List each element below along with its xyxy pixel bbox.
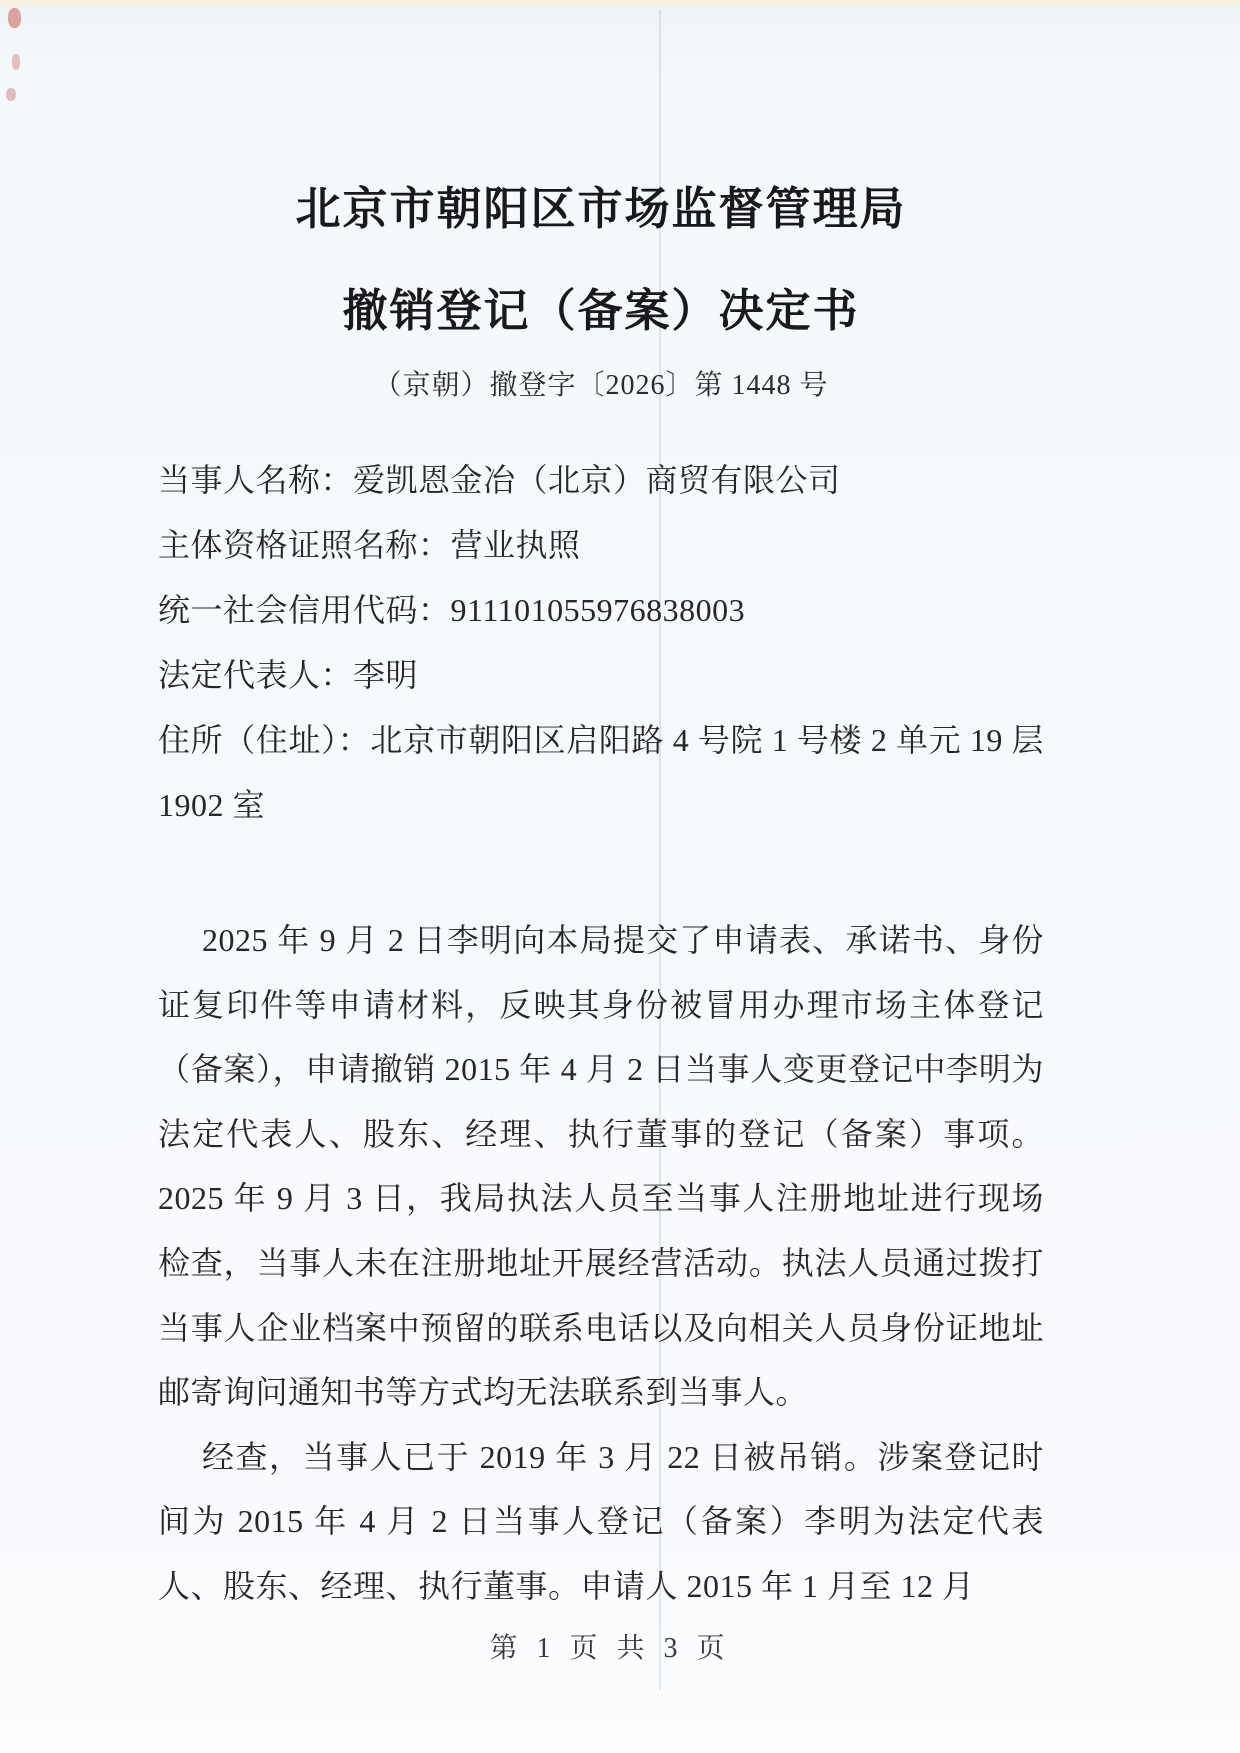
party-info-block bbox=[158, 448, 1044, 838]
field-license-type: 主体资格证照名称：营业执照 bbox=[158, 527, 581, 563]
body-text-block bbox=[158, 908, 1044, 1619]
issuing-authority-title: 北京市朝阳区市场监督管理局 bbox=[295, 184, 907, 234]
scan-artifact bbox=[8, 8, 21, 28]
field-legal-representative: 法定代表人：李明 bbox=[158, 657, 419, 693]
field-party-name: 当事人名称：爱凯恩金冶（北京）商贸有限公司 bbox=[158, 462, 841, 498]
document-type-title: 撤销登记（备案）决定书 bbox=[342, 286, 860, 336]
scan-edge-strip bbox=[0, 0, 1240, 6]
scan-artifact bbox=[12, 54, 20, 70]
scan-artifact bbox=[6, 88, 16, 101]
field-credit-code: 统一社会信用代码：911101055976838003 bbox=[158, 592, 746, 628]
body-paragraph-1: 2025 年 9 月 2 日李明向本局提交了申请表、承诺书、身份证复印件等申请材料，反映其身份被冒用办理市场主体登记（备案），申请撤销 2015 年 4 月 2 日当事人变更登记中李明为法定代表人、股东、经理、执行董事的登记（备案）事项。2025 年 9 月 3 日，我局执法人员至当事人注册地址进行现场检查，当事人未在注册地址开展经营活动。执法人员通过拨打当事人企业档案中预留的联系电话以及向相关人员身份证地址邮寄询问通知书等方式均无法联系到当事人。 bbox=[158, 922, 1044, 1411]
document-number: （京朝）撤登字〔2026〕第 1448 号 bbox=[373, 370, 829, 401]
body-paragraph-2: 经查，当事人已于 2019 年 3 月 22 日被吊销。涉案登记时间为 2015 年 4 月 2 日当事人登记（备案）李明为法定代表人、股东、经理、执行董事。申请人 2015 年 1 月至 12 月 bbox=[158, 1438, 1044, 1604]
field-address: 住所（住址）：北京市朝阳区启阳路 4 号院 1 号楼 2 单元 19 层 1902 室 bbox=[158, 722, 1044, 823]
page-number-footer: 第 1 页 共 3 页 bbox=[489, 1633, 731, 1664]
